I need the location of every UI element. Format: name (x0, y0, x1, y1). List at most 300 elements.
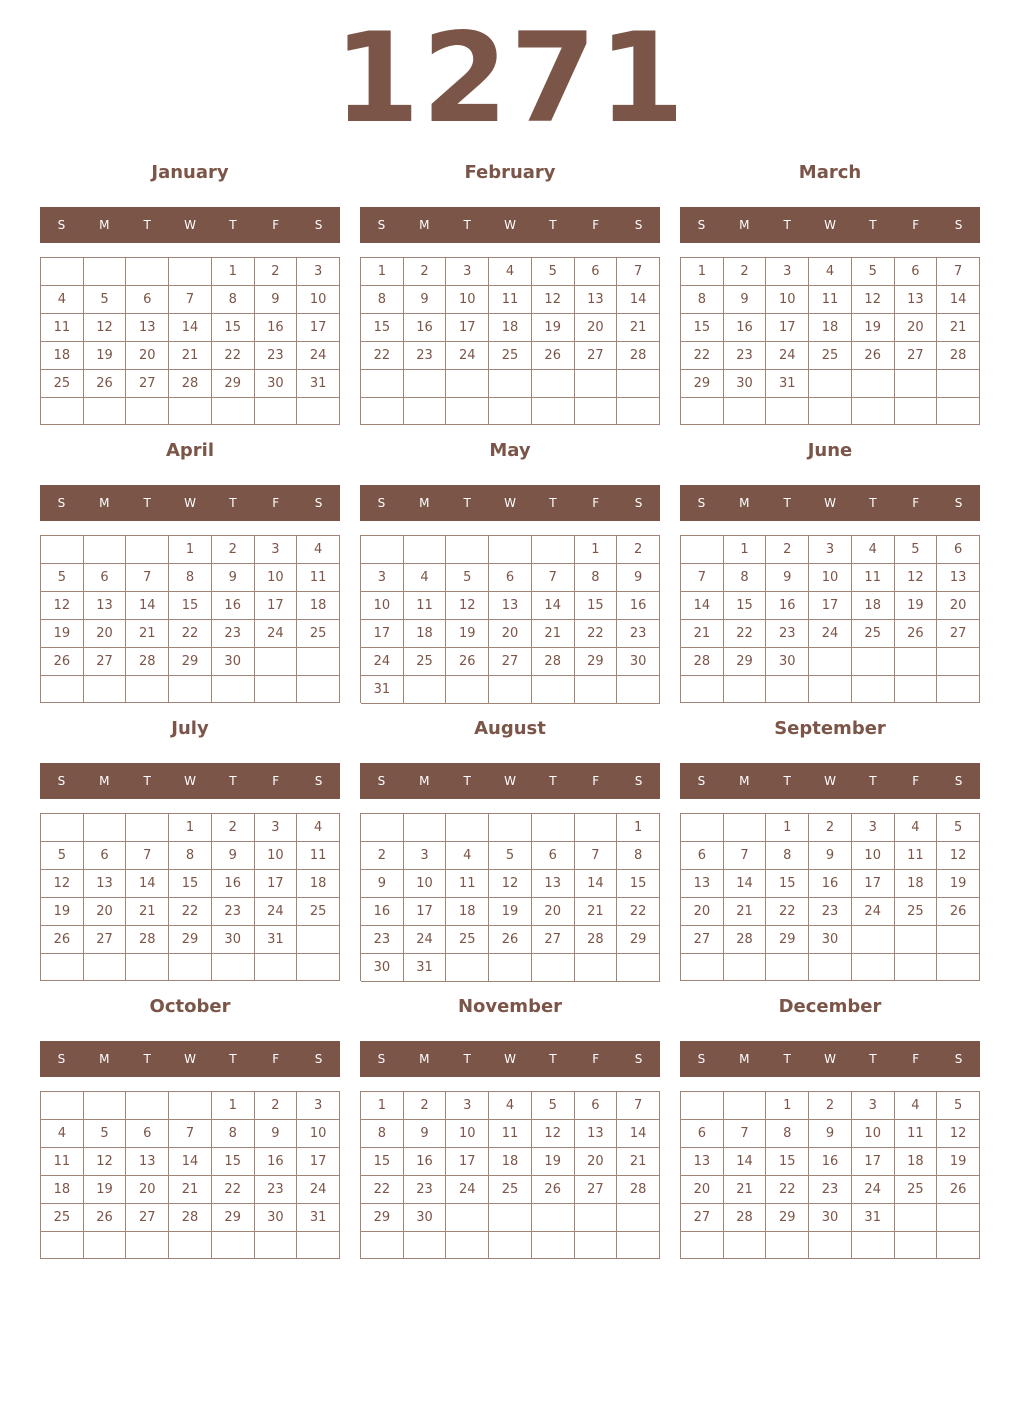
day-cell: 17 (809, 592, 852, 620)
day-cell: 13 (895, 286, 938, 314)
day-cell: 16 (724, 314, 767, 342)
empty-day-cell (724, 814, 767, 842)
weekday-header (40, 485, 340, 521)
empty-day-cell (937, 954, 980, 981)
day-cell: 25 (297, 898, 340, 926)
day-cell: 26 (895, 620, 938, 648)
day-cell: 25 (446, 926, 489, 954)
day-cell: 5 (41, 564, 84, 592)
day-cell: 6 (575, 1092, 618, 1120)
day-cell: 5 (41, 842, 84, 870)
day-cell: 8 (766, 842, 809, 870)
day-cell: 14 (532, 592, 575, 620)
day-cell: 8 (575, 564, 618, 592)
day-cell: 6 (126, 1120, 169, 1148)
empty-day-cell (41, 398, 84, 425)
weekday-label: T (143, 1052, 151, 1066)
day-cell: 15 (766, 1148, 809, 1176)
day-cell: 21 (575, 898, 618, 926)
day-cell: 25 (895, 1176, 938, 1204)
empty-day-cell (404, 814, 447, 842)
empty-day-cell (84, 954, 127, 981)
day-cell: 18 (489, 314, 532, 342)
day-cell: 28 (575, 926, 618, 954)
day-grid (40, 1091, 340, 1259)
day-cell: 25 (895, 898, 938, 926)
day-cell: 20 (895, 314, 938, 342)
day-cell: 15 (212, 314, 255, 342)
empty-day-cell (41, 258, 84, 286)
day-cell: 23 (724, 342, 767, 370)
weekday-label: M (419, 218, 430, 232)
day-cell: 13 (84, 592, 127, 620)
day-cell: 27 (575, 342, 618, 370)
day-cell: 9 (809, 1120, 852, 1148)
empty-day-cell (446, 814, 489, 842)
day-cell: 8 (212, 1120, 255, 1148)
day-cell: 2 (212, 814, 255, 842)
day-cell: 29 (681, 370, 724, 398)
day-cell: 11 (895, 842, 938, 870)
day-cell: 6 (532, 842, 575, 870)
weekday-label: T (229, 496, 237, 510)
day-cell: 9 (212, 564, 255, 592)
day-cell: 16 (809, 870, 852, 898)
day-cell: 17 (361, 620, 404, 648)
day-cell: 17 (255, 592, 298, 620)
empty-day-cell (489, 1204, 532, 1232)
day-cell: 2 (809, 814, 852, 842)
weekday-header (40, 1041, 340, 1077)
weekday-label: T (143, 218, 151, 232)
weekday-header (680, 1041, 980, 1077)
day-cell: 26 (41, 648, 84, 676)
weekday-label: F (592, 1052, 600, 1066)
day-cell: 14 (169, 1148, 212, 1176)
day-cell: 3 (852, 1092, 895, 1120)
day-cell: 25 (489, 1176, 532, 1204)
day-cell: 18 (41, 342, 84, 370)
day-cell: 12 (937, 842, 980, 870)
day-cell: 28 (617, 1176, 660, 1204)
weekday-header (360, 763, 660, 799)
weekday-label: M (99, 496, 110, 510)
day-cell: 23 (361, 926, 404, 954)
day-cell: 28 (724, 1204, 767, 1232)
empty-day-cell (255, 398, 298, 425)
day-cell: 28 (126, 648, 169, 676)
month-january (40, 158, 340, 426)
day-cell: 5 (489, 842, 532, 870)
day-cell: 26 (84, 1204, 127, 1232)
day-cell: 6 (489, 564, 532, 592)
day-cell: 14 (169, 314, 212, 342)
empty-day-cell (766, 1232, 809, 1259)
day-cell: 22 (617, 898, 660, 926)
day-cell: 29 (212, 1204, 255, 1232)
day-cell: 9 (617, 564, 660, 592)
day-cell: 4 (404, 564, 447, 592)
empty-day-cell (126, 536, 169, 564)
day-cell: 13 (681, 1148, 724, 1176)
day-cell: 29 (169, 926, 212, 954)
day-cell: 22 (681, 342, 724, 370)
day-cell: 4 (297, 814, 340, 842)
day-cell: 10 (446, 1120, 489, 1148)
empty-day-cell (126, 398, 169, 425)
empty-day-cell (895, 926, 938, 954)
empty-day-cell (169, 954, 212, 981)
day-cell: 19 (852, 314, 895, 342)
day-cell: 19 (84, 342, 127, 370)
day-cell: 21 (617, 1148, 660, 1176)
day-cell: 16 (809, 1148, 852, 1176)
day-cell: 14 (575, 870, 618, 898)
day-cell: 25 (809, 342, 852, 370)
day-cell: 19 (937, 870, 980, 898)
day-cell: 22 (361, 1176, 404, 1204)
empty-day-cell (126, 676, 169, 703)
empty-day-cell (297, 1232, 340, 1259)
month-september (680, 714, 980, 982)
weekday-label: T (783, 1052, 791, 1066)
day-cell: 9 (404, 1120, 447, 1148)
month-name: December (778, 996, 882, 1017)
weekday-label: M (99, 218, 110, 232)
month-name: May (489, 440, 531, 461)
weekday-label: T (869, 218, 877, 232)
empty-day-cell (489, 370, 532, 398)
day-cell: 27 (532, 926, 575, 954)
weekday-label: T (549, 218, 557, 232)
empty-day-cell (681, 536, 724, 564)
day-cell: 4 (446, 842, 489, 870)
day-cell: 2 (404, 1092, 447, 1120)
weekday-label: M (739, 496, 750, 510)
day-grid (360, 535, 660, 703)
weekday-label: S (57, 1052, 66, 1066)
empty-day-cell (126, 1232, 169, 1259)
weekday-label: F (912, 218, 920, 232)
empty-day-cell (84, 258, 127, 286)
empty-day-cell (212, 1232, 255, 1259)
empty-day-cell (575, 1232, 618, 1259)
day-cell: 25 (404, 648, 447, 676)
day-cell: 17 (297, 314, 340, 342)
day-cell: 15 (575, 592, 618, 620)
day-cell: 28 (532, 648, 575, 676)
month-november (360, 992, 660, 1260)
empty-day-cell (617, 954, 660, 982)
empty-day-cell (41, 536, 84, 564)
day-cell: 23 (809, 898, 852, 926)
day-cell: 29 (617, 926, 660, 954)
day-cell: 1 (361, 258, 404, 286)
day-cell: 12 (41, 592, 84, 620)
weekday-label: S (314, 774, 323, 788)
empty-day-cell (724, 676, 767, 703)
day-cell: 5 (446, 564, 489, 592)
weekday-label: S (634, 774, 643, 788)
day-cell: 19 (895, 592, 938, 620)
empty-day-cell (532, 398, 575, 426)
day-cell: 15 (169, 870, 212, 898)
day-grid (40, 257, 340, 425)
day-cell: 30 (809, 926, 852, 954)
day-cell: 26 (489, 926, 532, 954)
empty-day-cell (681, 398, 724, 425)
empty-day-cell (84, 1092, 127, 1120)
weekday-label: M (739, 774, 750, 788)
weekday-header (360, 1041, 660, 1077)
day-cell: 22 (361, 342, 404, 370)
day-cell: 19 (489, 898, 532, 926)
day-cell: 9 (255, 286, 298, 314)
day-cell: 3 (852, 814, 895, 842)
day-cell: 23 (617, 620, 660, 648)
day-cell: 29 (724, 648, 767, 676)
empty-day-cell (809, 648, 852, 676)
day-cell: 13 (489, 592, 532, 620)
weekday-label: T (229, 774, 237, 788)
empty-day-cell (575, 954, 618, 982)
day-cell: 31 (404, 954, 447, 982)
weekday-label: T (783, 218, 791, 232)
empty-day-cell (895, 398, 938, 425)
day-cell: 3 (766, 258, 809, 286)
month-october (40, 992, 340, 1260)
day-cell: 29 (212, 370, 255, 398)
weekday-header (360, 485, 660, 521)
day-cell: 13 (126, 314, 169, 342)
day-cell: 5 (532, 258, 575, 286)
empty-day-cell (724, 954, 767, 981)
day-cell: 27 (126, 370, 169, 398)
month-name: February (464, 162, 556, 183)
day-cell: 9 (766, 564, 809, 592)
day-cell: 2 (809, 1092, 852, 1120)
day-cell: 18 (489, 1148, 532, 1176)
weekday-header (40, 207, 340, 243)
day-cell: 25 (852, 620, 895, 648)
day-cell: 25 (297, 620, 340, 648)
day-cell: 17 (852, 870, 895, 898)
weekday-label: F (592, 774, 600, 788)
empty-day-cell (297, 954, 340, 981)
day-cell: 26 (41, 926, 84, 954)
empty-day-cell (489, 536, 532, 564)
day-cell: 24 (297, 342, 340, 370)
day-cell: 19 (532, 314, 575, 342)
day-cell: 14 (617, 1120, 660, 1148)
empty-day-cell (446, 1232, 489, 1259)
day-cell: 23 (766, 620, 809, 648)
day-cell: 24 (446, 342, 489, 370)
day-cell: 12 (532, 286, 575, 314)
day-cell: 22 (766, 1176, 809, 1204)
day-cell: 20 (681, 898, 724, 926)
weekday-label: W (504, 496, 516, 510)
weekday-label: T (869, 1052, 877, 1066)
day-cell: 18 (895, 1148, 938, 1176)
day-cell: 15 (169, 592, 212, 620)
day-grid (680, 1091, 980, 1259)
empty-day-cell (895, 676, 938, 703)
day-cell: 14 (724, 870, 767, 898)
empty-day-cell (489, 676, 532, 704)
day-cell: 6 (895, 258, 938, 286)
empty-day-cell (361, 814, 404, 842)
day-cell: 6 (84, 564, 127, 592)
day-cell: 20 (489, 620, 532, 648)
day-cell: 15 (361, 314, 404, 342)
weekday-label: S (634, 1052, 643, 1066)
day-cell: 31 (852, 1204, 895, 1232)
day-cell: 20 (575, 1148, 618, 1176)
empty-day-cell (724, 1232, 767, 1259)
empty-day-cell (852, 926, 895, 954)
weekday-label: T (783, 774, 791, 788)
day-cell: 14 (724, 1148, 767, 1176)
day-cell: 26 (532, 1176, 575, 1204)
day-cell: 11 (489, 1120, 532, 1148)
month-august (360, 714, 660, 982)
weekday-label: S (377, 218, 386, 232)
day-cell: 2 (255, 1092, 298, 1120)
day-cell: 16 (255, 314, 298, 342)
empty-day-cell (212, 398, 255, 425)
day-cell: 10 (852, 842, 895, 870)
weekday-label: M (739, 218, 750, 232)
day-cell: 17 (404, 898, 447, 926)
day-cell: 24 (255, 620, 298, 648)
weekday-label: S (57, 496, 66, 510)
day-cell: 19 (41, 620, 84, 648)
day-cell: 26 (937, 898, 980, 926)
day-grid (680, 257, 980, 425)
day-cell: 4 (41, 286, 84, 314)
empty-day-cell (84, 676, 127, 703)
day-cell: 12 (937, 1120, 980, 1148)
month-name: September (774, 718, 886, 739)
day-cell: 24 (852, 898, 895, 926)
empty-day-cell (681, 814, 724, 842)
weekday-label: S (314, 496, 323, 510)
day-cell: 7 (126, 564, 169, 592)
weekday-label: W (184, 1052, 196, 1066)
day-cell: 11 (489, 286, 532, 314)
day-cell: 3 (404, 842, 447, 870)
day-cell: 15 (212, 1148, 255, 1176)
day-cell: 17 (446, 1148, 489, 1176)
empty-day-cell (489, 1232, 532, 1259)
empty-day-cell (766, 676, 809, 703)
day-cell: 3 (446, 1092, 489, 1120)
weekday-label: W (824, 496, 836, 510)
day-cell: 28 (724, 926, 767, 954)
month-name: March (798, 162, 862, 183)
day-cell: 25 (41, 1204, 84, 1232)
empty-day-cell (809, 1232, 852, 1259)
day-cell: 11 (297, 564, 340, 592)
day-cell: 2 (404, 258, 447, 286)
day-cell: 7 (724, 842, 767, 870)
weekday-label: S (697, 218, 706, 232)
day-cell: 7 (681, 564, 724, 592)
weekday-label: S (57, 774, 66, 788)
weekday-label: F (272, 218, 280, 232)
empty-day-cell (852, 648, 895, 676)
day-grid (680, 813, 980, 981)
day-cell: 9 (404, 286, 447, 314)
weekday-header (360, 207, 660, 243)
day-grid (40, 813, 340, 981)
month-june (680, 436, 980, 704)
day-cell: 9 (361, 870, 404, 898)
empty-day-cell (809, 954, 852, 981)
day-cell: 4 (809, 258, 852, 286)
day-cell: 12 (852, 286, 895, 314)
empty-day-cell (404, 398, 447, 426)
day-cell: 13 (84, 870, 127, 898)
day-cell: 2 (212, 536, 255, 564)
day-cell: 7 (532, 564, 575, 592)
day-cell: 20 (937, 592, 980, 620)
day-cell: 18 (41, 1176, 84, 1204)
day-cell: 6 (937, 536, 980, 564)
day-cell: 6 (575, 258, 618, 286)
day-cell: 1 (212, 258, 255, 286)
day-cell: 8 (681, 286, 724, 314)
day-cell: 21 (724, 898, 767, 926)
day-cell: 21 (532, 620, 575, 648)
day-cell: 22 (575, 620, 618, 648)
day-cell: 24 (446, 1176, 489, 1204)
month-march (680, 158, 980, 426)
day-cell: 21 (126, 898, 169, 926)
year-title: 1271 (333, 7, 687, 151)
day-cell: 5 (84, 286, 127, 314)
day-cell: 19 (937, 1148, 980, 1176)
weekday-label: S (377, 774, 386, 788)
month-april (40, 436, 340, 704)
empty-day-cell (84, 1232, 127, 1259)
empty-day-cell (41, 1092, 84, 1120)
weekday-label: F (592, 218, 600, 232)
day-cell: 23 (404, 1176, 447, 1204)
empty-day-cell (255, 676, 298, 703)
day-cell: 25 (41, 370, 84, 398)
empty-day-cell (532, 1204, 575, 1232)
day-grid (360, 257, 660, 425)
weekday-label: S (954, 496, 963, 510)
day-cell: 4 (895, 1092, 938, 1120)
month-may (360, 436, 660, 704)
day-cell: 1 (681, 258, 724, 286)
day-cell: 10 (446, 286, 489, 314)
day-cell: 4 (489, 1092, 532, 1120)
weekday-label: S (697, 496, 706, 510)
day-cell: 27 (681, 1204, 724, 1232)
day-cell: 10 (255, 564, 298, 592)
day-cell: 8 (361, 1120, 404, 1148)
day-cell: 30 (255, 370, 298, 398)
empty-day-cell (766, 398, 809, 425)
day-cell: 1 (169, 814, 212, 842)
day-cell: 8 (617, 842, 660, 870)
day-cell: 30 (361, 954, 404, 982)
empty-day-cell (852, 370, 895, 398)
